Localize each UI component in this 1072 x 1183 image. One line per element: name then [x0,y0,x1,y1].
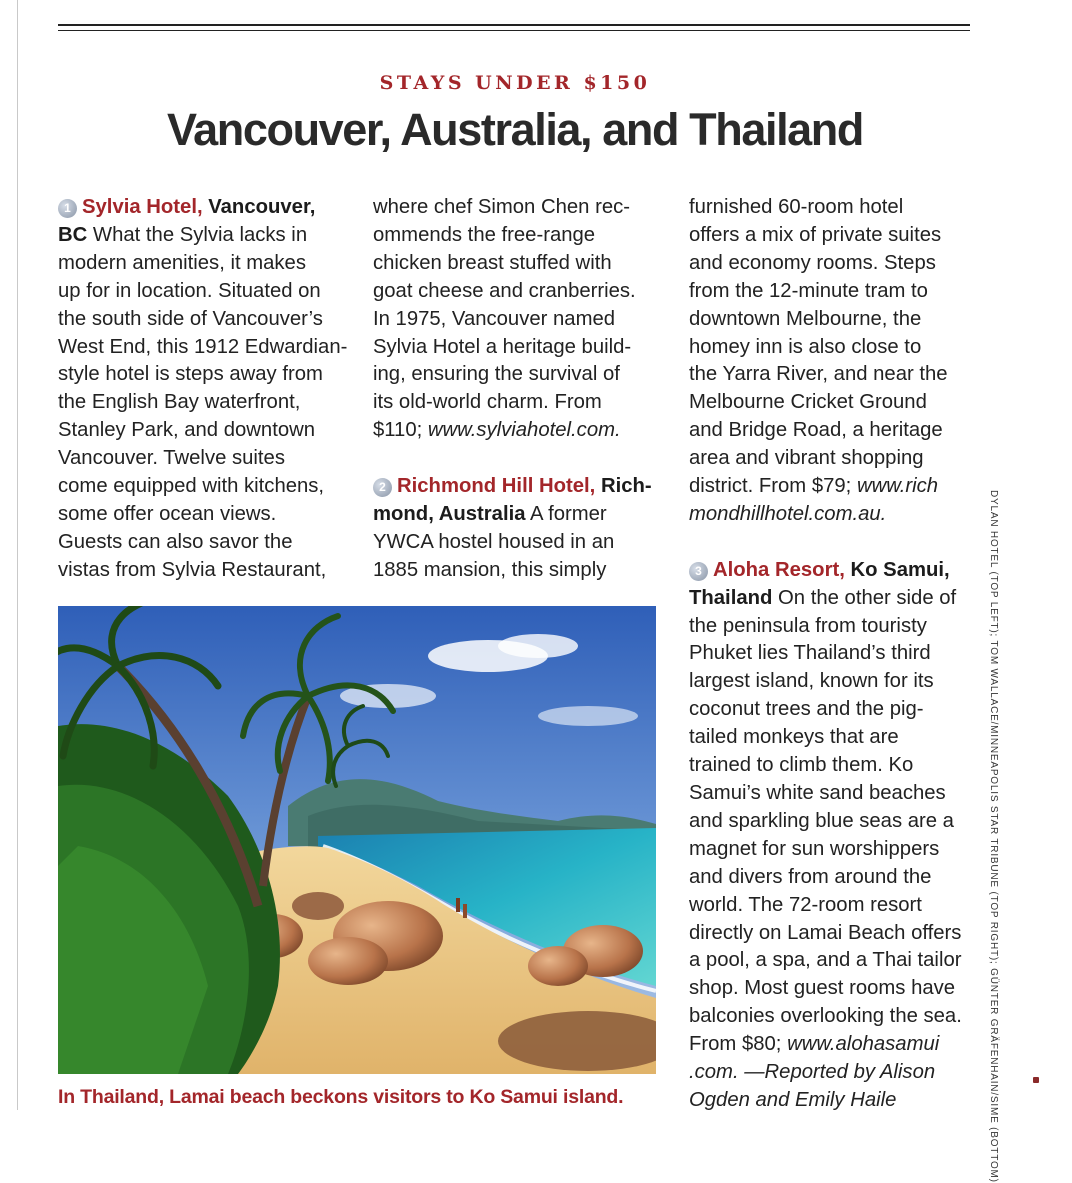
hotel-2-url-part-1[interactable]: www.rich [856,475,939,498]
page-title: Vancouver, Australia, and Thailand [167,104,863,155]
hotel-1-url[interactable]: www.sylviahotel.com. [427,419,621,442]
hotel-3-location-part: Ko Samui, [850,558,950,581]
text-line: ing, ensuring the survival of [373,363,620,386]
text-line: some offer ocean views. [58,502,277,525]
text-line: coconut trees and the pig- [689,698,924,721]
text-line: furnished 60-room hotel [689,196,904,218]
text-line [689,585,974,613]
text-line: homey inn is also close to [689,335,922,358]
text-line: the peninsula from touristy [689,614,927,637]
text-line: its old-world charm. From [373,391,602,414]
price-line [689,473,974,501]
text-line: directly on Lamai Beach offers [689,921,962,944]
text-line: ommends the free-range [373,223,596,246]
hotel-2-name: Richmond Hill Hotel, [397,475,596,498]
hotel-2-location-part: Rich- [600,475,652,498]
text-line: BC What the Sylvia lacks in [58,223,308,246]
hotel-1-location-part: Vancouver, [208,196,316,218]
hotel-2-heading [373,473,668,501]
photo-caption: In Thailand, Lamai beach beckons visitors to Ko Samui island. [58,1086,624,1108]
paragraph-gap [689,529,974,557]
hotel-1-name: Sylvia Hotel, [82,196,203,218]
text-line: Stanley Park, and downtown [58,419,316,442]
text-line: offers a mix of private suites [689,223,942,246]
text-line: goat cheese and cranberries. [373,279,636,302]
text-line: the Yarra River, and near the [689,363,948,386]
hotel-3-url-part-2[interactable]: .com. [689,1061,739,1084]
text-line: from the 12-minute tram to [689,279,928,302]
text-line: Guests can also savor the [58,530,293,553]
text-line: largest island, known for its [689,670,934,693]
price-text: From $80; [689,1033,782,1056]
hotel-2-url-part-2[interactable]: mondhillhotel.com.au. [689,502,887,525]
text-line: balconies overlooking the sea. [689,1005,962,1028]
text-line [373,501,668,529]
article-column-2 [373,194,668,585]
text-line: tailed monkeys that are [689,726,899,749]
text-line: come equipped with kitchens, [58,475,325,498]
byline-part-2: Ogden and Emily Haile [689,1088,897,1111]
text-line: and sparkling blue seas are a [689,809,954,832]
text-line: and Bridge Road, a heritage [689,419,943,442]
hotel-1-heading [58,194,353,222]
hotel-3-name: Aloha Resort, [713,558,845,581]
price-line [373,417,668,445]
hotel-3-heading [689,557,974,585]
byline-part-1: —Reported by Alison [744,1061,936,1084]
end-mark [1033,1077,1039,1083]
text-line: and divers from around the [689,865,932,888]
section-label: STAYS UNDER $150 [379,72,651,94]
text-line: Sylvia Hotel a heritage build- [373,335,632,358]
price-text: $110; [373,419,423,442]
article-column-3 [689,194,974,1115]
text-line: where chef Simon Chen rec- [373,196,631,218]
beach-photo [58,606,656,1074]
hotel-3-location-part-2: Thailand [689,586,773,609]
text-line: style hotel is steps away from [58,363,323,386]
text-line: YWCA hostel housed in an [373,530,615,553]
top-rule [58,24,970,26]
text-line [689,1059,974,1087]
text-line: In 1975, Vancouver named [373,307,616,330]
text-line: the south side of Vancouver’s [58,307,323,330]
photo-credit: DYLAN HOTEL (TOP LEFT); TOM WALLACE/MINNEAPOLIS STAR TRIBUNE (TOP RIGHT); GÜNTER GRÄFENHAIN/SIME (BOTTOM) [988,490,999,1183]
text-line: 1885 mansion, this simply [373,558,607,581]
number-badge-1: 1 [58,199,77,218]
text-line: modern amenities, it makes [58,251,306,274]
text-line: shop. Most guest rooms have [689,977,956,1000]
price-text: district. From $79; [689,475,852,498]
text-line: world. The 72-room resort [689,893,922,916]
text-line: Samui’s white sand beaches [689,782,946,805]
text-line: area and vibrant shopping [689,447,924,470]
text-fragment: On the other side of [778,586,957,609]
article-column-1 [58,194,353,585]
text-line: a pool, a spa, and a Thai tailor [689,949,962,972]
text-line: up for in location. Situated on [58,279,321,302]
number-badge-2: 2 [373,478,392,497]
text-line: downtown Melbourne, the [689,307,922,330]
text-line: vistas from Sylvia Restaurant, [58,558,327,581]
page-edge-line [17,0,18,1110]
number-badge-3: 3 [689,562,708,581]
text-line: Melbourne Cricket Ground [689,391,927,414]
text-line: magnet for sun worshippers [689,837,940,860]
text-line: Vancouver. Twelve suites [58,447,285,470]
paragraph-gap [373,445,668,473]
text-line: chicken breast stuffed with [373,251,612,274]
price-line [689,1031,974,1059]
text-line: the English Bay waterfront, [58,391,301,414]
text-line: trained to climb them. Ko [689,754,914,777]
text-line: Phuket lies Thailand’s third [689,642,931,665]
top-rule-thin [58,30,970,31]
text-line: and economy rooms. Steps [689,251,936,274]
hotel-3-url-part-1[interactable]: www.alohasamui [787,1033,940,1056]
text-fragment: A former [530,502,607,525]
hotel-2-location-part-2: mond, Australia [373,502,526,525]
text-line: West End, this 1912 Edwardian- [58,335,348,358]
